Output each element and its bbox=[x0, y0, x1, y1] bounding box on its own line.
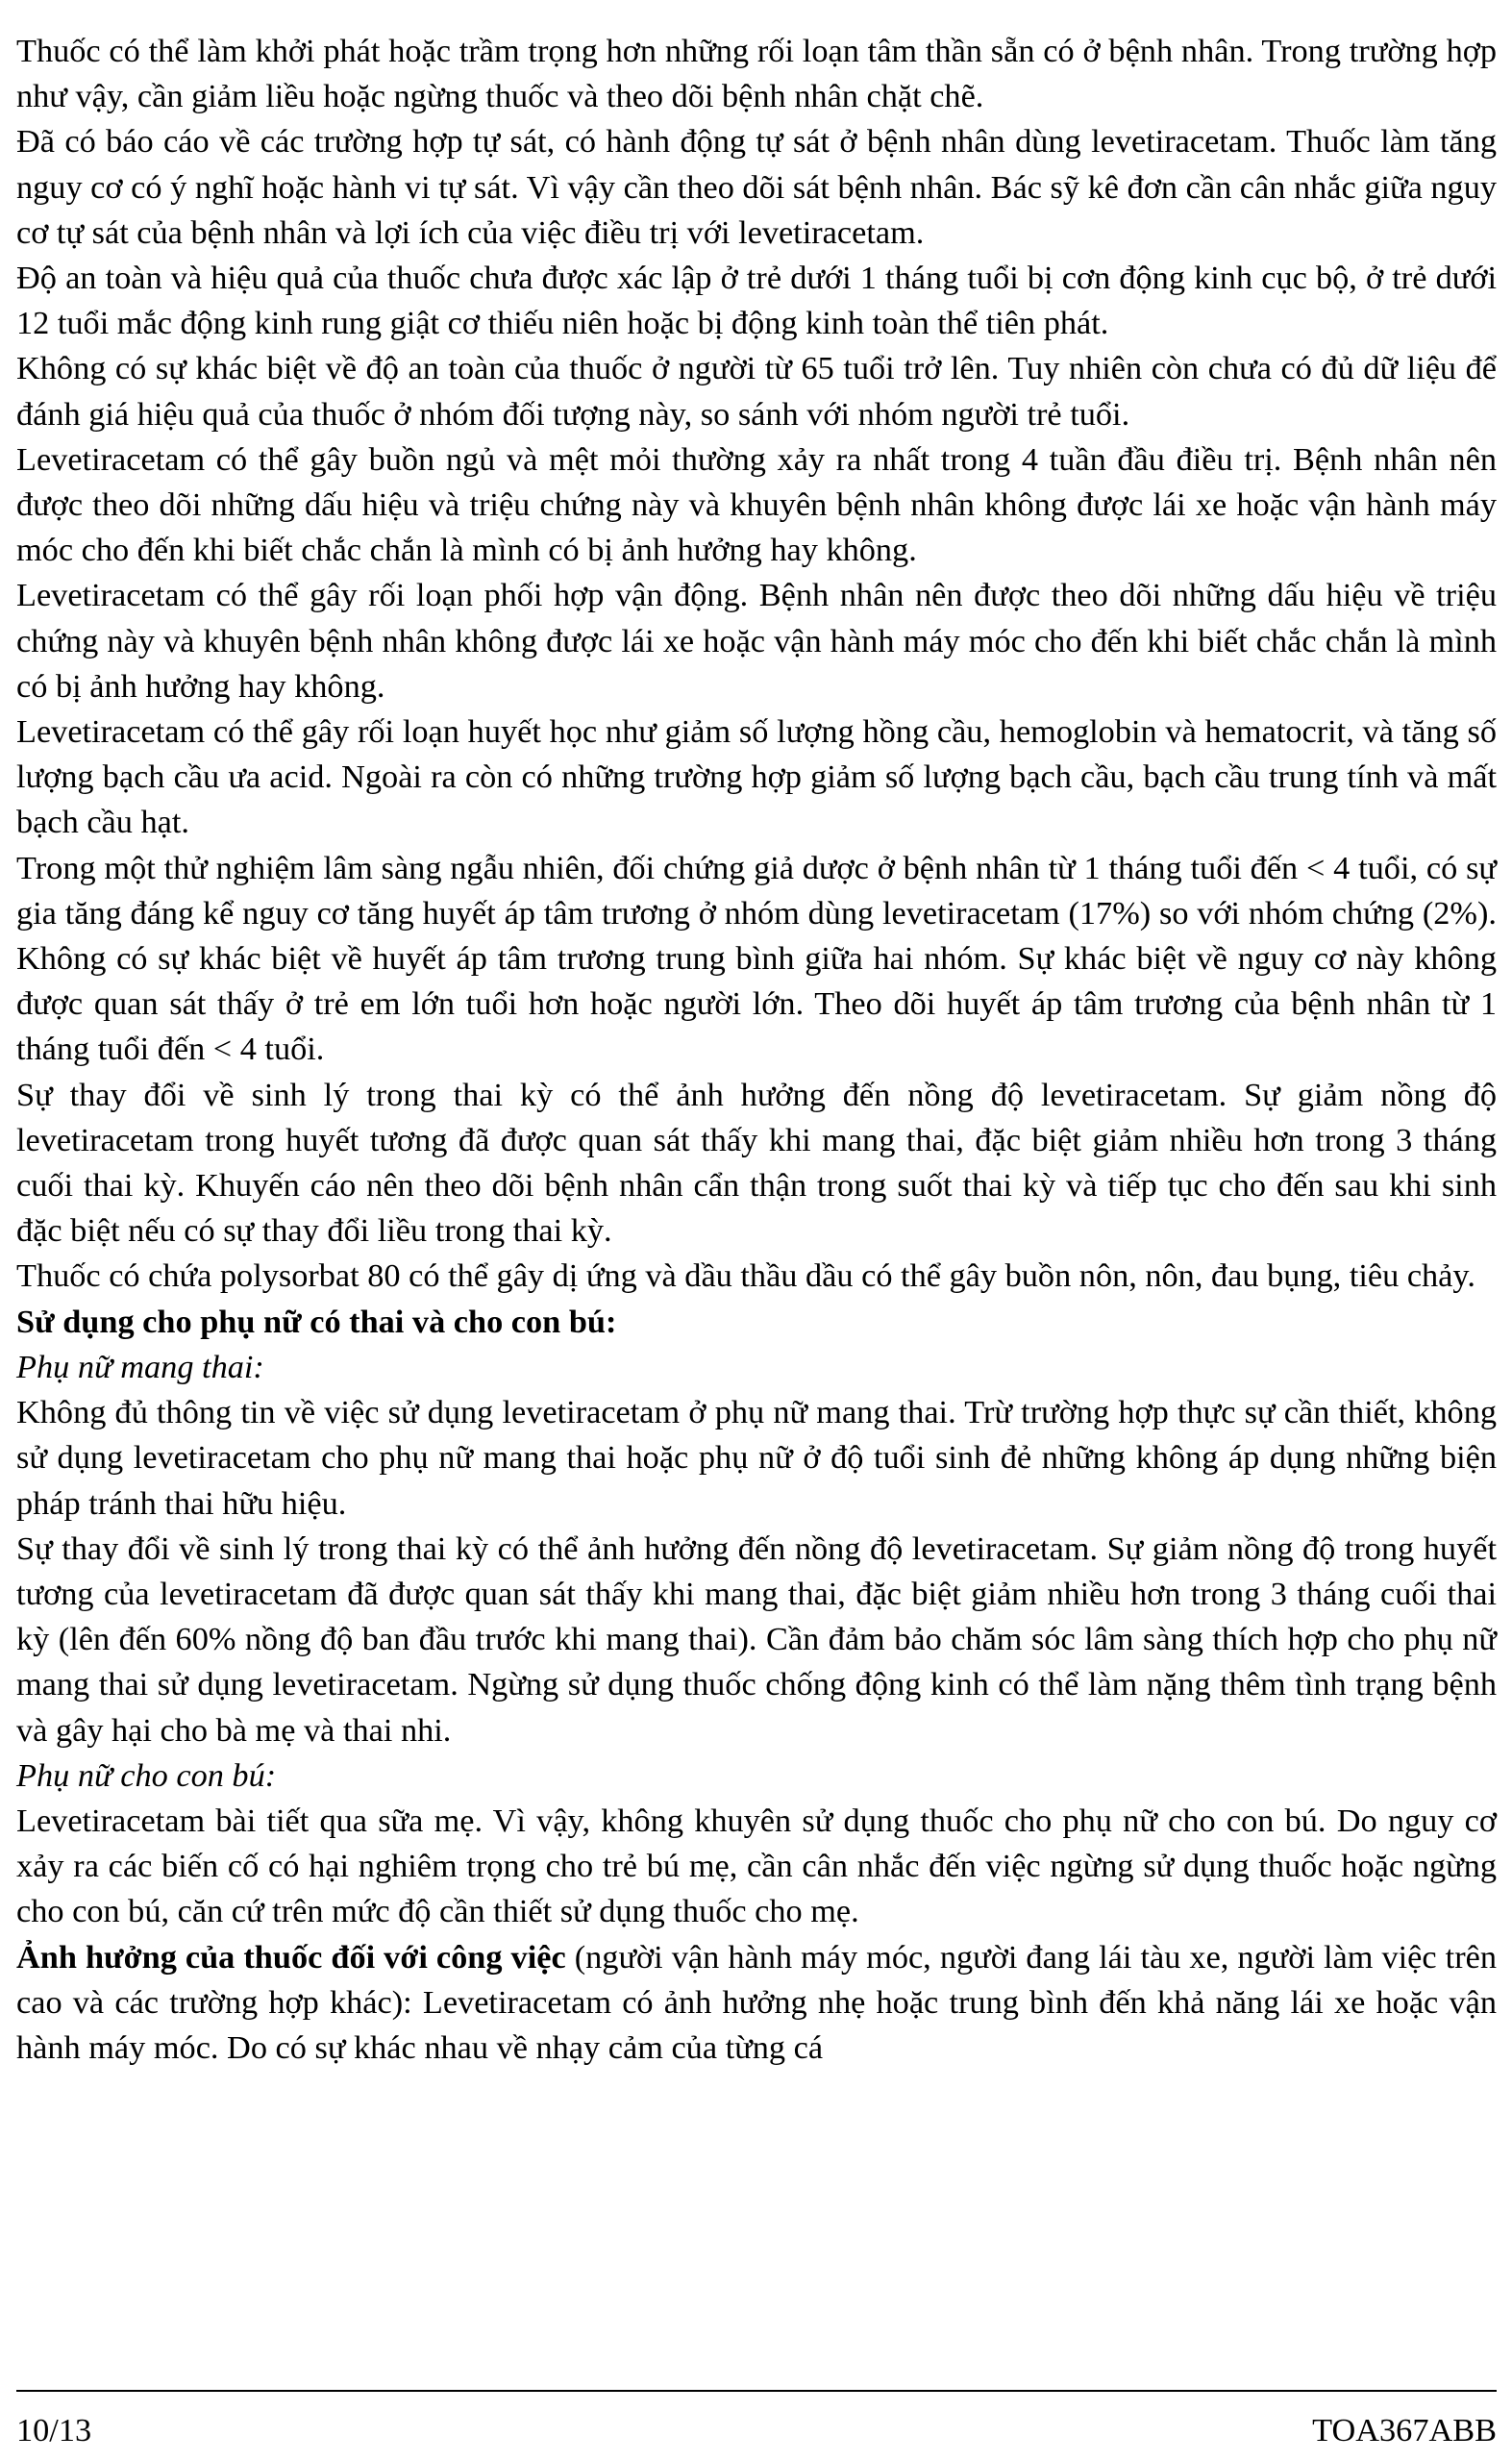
page-footer bbox=[16, 2411, 1497, 2449]
paragraph-work-effects bbox=[16, 1935, 1497, 2072]
paragraph-excipients: Thuốc có chứa polysorbat 80 có thể gây dị ứng và dầu thầu dầu có thể gây buồn nôn, nôn, đau bụng, tiêu chảy. bbox=[16, 1257, 1475, 1295]
section-title-pregnancy-lactation: Sử dụng cho phụ nữ có thai và cho con bú: bbox=[16, 1303, 617, 1340]
paragraph-pregnant-1: Không đủ thông tin về việc sử dụng levetiracetam ở phụ nữ mang thai. Trừ trường hợp thực sự cần thiết, không sử dụng levetiracetam cho phụ nữ mang thai hoặc phụ nữ ở độ tuổi sinh đẻ những không áp dụng những biện pháp tránh thai hữu hiệu. bbox=[16, 1394, 1497, 1522]
paragraph-pediatric-safety: Độ an toàn và hiệu quả của thuốc chưa được xác lập ở trẻ dưới 1 tháng tuổi bị cơn động kinh cục bộ, ở trẻ dưới 12 tuổi mắc động kinh rung giật cơ thiếu niên hoặc bị động kinh toàn thể tiên phát. bbox=[16, 260, 1497, 342]
subheading-pregnant: Phụ nữ mang thai: bbox=[16, 1348, 264, 1385]
paragraph-somnolence: Levetiracetam có thể gây buồn ngủ và mệt mỏi thường xảy ra nhất trong 4 tuần đầu điều trị. Bệnh nhân nên được theo dõi những dấu hiệu và triệu chứng này và khuyên bệnh nhân không được lái xe hoặc vận hành máy móc cho đến khi biết chắc chắn là mình có bị ảnh hưởng hay không. bbox=[16, 440, 1497, 569]
document-code: TOA367ABB bbox=[1312, 2412, 1497, 2449]
footer-divider bbox=[16, 2390, 1497, 2392]
page-number: 10/13 bbox=[16, 2412, 92, 2449]
work-effects-title: Ảnh hưởng của thuốc đối với công việc bbox=[16, 1938, 566, 1976]
paragraph-psychiatric: Thuốc có thể làm khởi phát hoặc trầm trọng hơn những rối loạn tâm thần sẵn có ở bệnh nhân. Trong trường hợp như vậy, cần giảm liều hoặc ngừng thuốc và theo dõi bệnh nhân chặt chẽ. bbox=[16, 33, 1497, 115]
paragraph-hematologic: Levetiracetam có thể gây rối loạn huyết học như giảm số lượng hồng cầu, hemoglobin và hematocrit, và tăng số lượng bạch cầu ưa acid. Ngoài ra còn có những trường hợp giảm số lượng bạch cầu, bạch cầu trung tính và mất bạch cầu hạt. bbox=[16, 713, 1497, 841]
paragraph-pregnant-2: Sự thay đổi về sinh lý trong thai kỳ có thể ảnh hưởng đến nồng độ levetiracetam. Sự giảm nồng độ trong huyết tương của levetiracetam đã được quan sát thấy khi mang thai, đặc biệt giảm nhiều hơn trong 3 tháng cuối thai kỳ (lên đến 60% nồng độ ban đầu trước khi mang thai). Cần đảm bảo chăm sóc lâm sàng thích hợp cho phụ nữ mang thai sử dụng levetiracetam. Ngừng sử dụng thuốc chống động kinh có thể làm nặng thêm tình trạng bệnh và gây hại cho bà mẹ và thai nhi. bbox=[16, 1529, 1497, 1749]
document-page bbox=[16, 29, 1497, 2071]
work-effects-text: (người vận hành máy móc, người đang lái tàu xe, người làm việc trên cao và các trường hợp khác): Levetiracetam có ảnh hưởng nhẹ hoặc trung bình đến khả năng lái xe hoặc vận hành máy móc. Do có sự khác nhau về nhạy cảm của từng cá bbox=[16, 1938, 1497, 2066]
paragraph-breastfeeding: Levetiracetam bài tiết qua sữa mẹ. Vì vậy, không khuyên sử dụng thuốc cho phụ nữ cho con bú. Do nguy cơ xảy ra các biến cố có hại nghiêm trọng cho trẻ bú mẹ, cần cân nhắc đến việc ngừng sử dụng thuốc hoặc ngừng cho con bú, căn cứ trên mức độ cần thiết sử dụng thuốc cho mẹ. bbox=[16, 1802, 1497, 1930]
paragraph-pregnancy-physiology: Sự thay đổi về sinh lý trong thai kỳ có thể ảnh hưởng đến nồng độ levetiracetam. Sự giảm nồng độ levetiracetam trong huyết tương đã được quan sát thấy khi mang thai, đặc biệt giảm nhiều hơn trong 3 tháng cuối thai kỳ. Khuyến cáo nên theo dõi bệnh nhân cẩn thận trong suốt thai kỳ và tiếp tục cho đến sau khi sinh đặc biệt nếu có sự thay đổi liều trong thai kỳ. bbox=[16, 1076, 1497, 1250]
paragraph-blood-pressure: Trong một thử nghiệm lâm sàng ngẫu nhiên, đối chứng giả dược ở bệnh nhân từ 1 tháng tuổi đến < 4 tuổi, có sự gia tăng đáng kể nguy cơ tăng huyết áp tâm trương ở nhóm dùng levetiracetam (17%) so với nhóm chứng (2%). Không có sự khác biệt về huyết áp tâm trương trung bình giữa hai nhóm. Sự khác biệt về nguy cơ này không được quan sát thấy ở trẻ em lớn tuổi hơn hoặc người lớn. Theo dõi huyết áp tâm trương của bệnh nhân từ 1 tháng tuổi đến < 4 tuổi. bbox=[16, 849, 1497, 1068]
subheading-breastfeeding: Phụ nữ cho con bú: bbox=[16, 1756, 277, 1794]
paragraph-suicide: Đã có báo cáo về các trường hợp tự sát, có hành động tự sát ở bệnh nhân dùng levetiracetam. Thuốc làm tăng nguy cơ có ý nghĩ hoặc hành vi tự sát. Vì vậy cần theo dõi sát bệnh nhân. Bác sỹ kê đơn cần cân nhắc giữa nguy cơ tự sát của bệnh nhân và lợi ích của việc điều trị với levetiracetam. bbox=[16, 123, 1497, 251]
paragraph-coordination: Levetiracetam có thể gây rối loạn phối hợp vận động. Bệnh nhân nên được theo dõi những dấu hiệu về triệu chứng này và khuyên bệnh nhân không được lái xe hoặc vận hành máy móc cho đến khi biết chắc chắn là mình có bị ảnh hưởng hay không. bbox=[16, 577, 1497, 705]
paragraph-elderly: Không có sự khác biệt về độ an toàn của thuốc ở người từ 65 tuổi trở lên. Tuy nhiên còn chưa có đủ dữ liệu để đánh giá hiệu quả của thuốc ở nhóm đối tượng này, so sánh với nhóm người trẻ tuổi. bbox=[16, 350, 1497, 433]
